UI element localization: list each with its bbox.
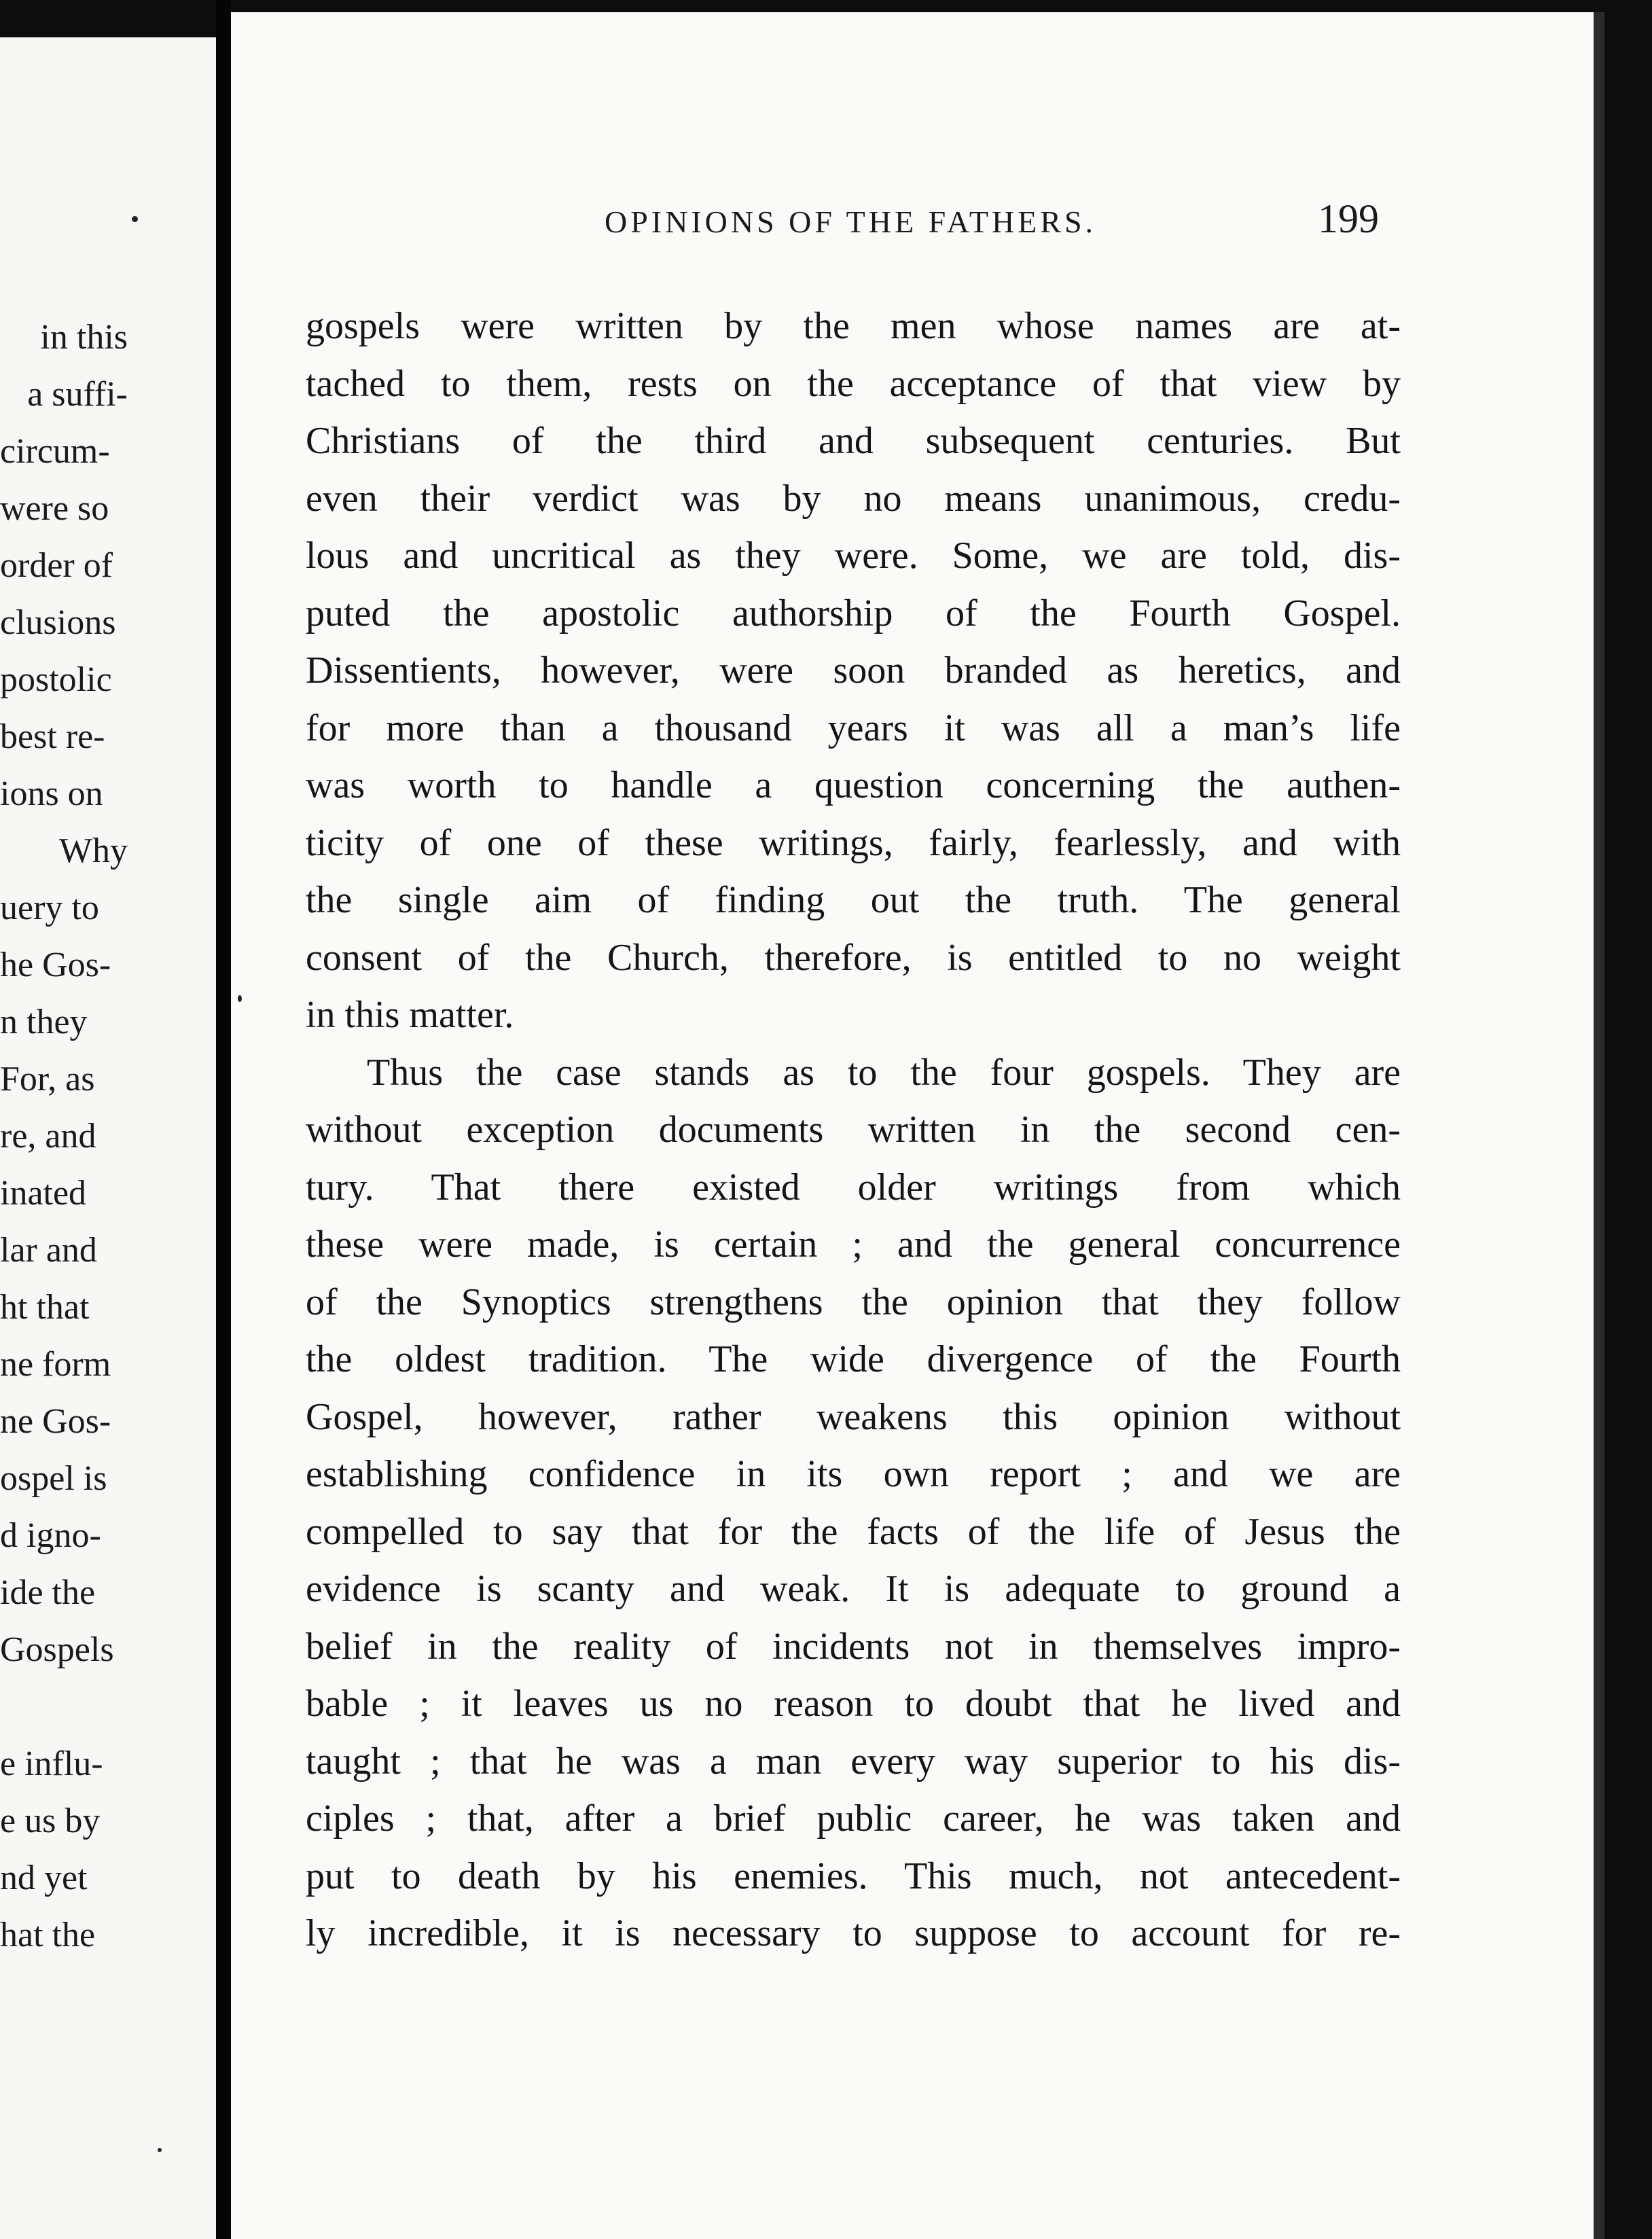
page-edge — [1594, 12, 1604, 2239]
left-page-line: best re- — [0, 717, 105, 756]
text-line: for more than a thousand years it was all a man’s life — [306, 706, 1401, 749]
text-line: in this matter. — [306, 994, 514, 1036]
text-line: Christians of the third and subsequent centuries. But — [306, 420, 1401, 462]
text-line: the single aim of finding out the truth. The general — [306, 879, 1401, 921]
left-page-line: Gospels — [0, 1630, 114, 1669]
left-page-line: circum- — [0, 432, 110, 471]
text-line: even their verdict was by no means unanimous, credu- — [306, 477, 1401, 520]
running-head — [374, 196, 1460, 258]
left-page-line: lar and — [0, 1231, 97, 1270]
left-page-line: he Gos- — [0, 946, 111, 984]
text-line: consent of the Church, therefore, is entitled to no weight — [306, 936, 1401, 979]
body-text — [306, 298, 1401, 1963]
book-spine — [216, 0, 231, 2239]
text-line: Thus the case stands as to the four gospels. They are — [367, 1051, 1401, 1094]
text-line: Dissentients, however, were soon branded as heretics, and — [306, 649, 1401, 692]
left-page-line: hat the — [0, 1916, 96, 1954]
left-page-line: re, and — [0, 1117, 96, 1156]
text-line: lous and uncritical as they were. Some, we are told, dis- — [306, 535, 1401, 577]
left-page-line: ide the — [0, 1573, 96, 1612]
left-page-line: a suffi- — [27, 375, 128, 414]
left-page-line: Why — [58, 831, 128, 870]
left-page — [0, 37, 216, 2239]
text-line: belief in the reality of incidents not in themselves impro- — [306, 1625, 1401, 1668]
ink-speck — [238, 995, 242, 1002]
text-line: puted the apostolic authorship of the Fourth Gospel. — [306, 592, 1401, 634]
left-page-line: nd yet — [0, 1859, 88, 1897]
text-line: establishing confidence in its own report ; and we are — [306, 1453, 1401, 1495]
text-line: compelled to say that for the facts of the life of Jesus the — [306, 1510, 1401, 1553]
text-line: of the Synoptics strengthens the opinion that they follow — [306, 1280, 1401, 1323]
left-page-line: e influ- — [0, 1744, 103, 1783]
left-page-line: postolic — [0, 660, 112, 699]
text-line: tury. That there existed older writings from which — [306, 1166, 1401, 1208]
left-page-line: e us by — [0, 1802, 101, 1840]
left-page-line: ht that — [0, 1288, 90, 1327]
left-page-line: ospel is — [0, 1459, 107, 1498]
text-line: bable ; it leaves us no reason to doubt that he lived and — [306, 1683, 1401, 1725]
left-page-line: uery to — [0, 889, 99, 927]
left-page-line: d igno- — [0, 1516, 101, 1555]
left-page-line: ions on — [0, 774, 103, 813]
left-page-line: in this — [40, 318, 128, 357]
left-page-line: clusions — [0, 603, 116, 642]
text-line: without exception documents written in the second cen- — [306, 1109, 1401, 1151]
ink-speck — [158, 2148, 162, 2152]
text-line: the oldest tradition. The wide divergence of the Fourth — [306, 1338, 1401, 1380]
left-page-line: ne Gos- — [0, 1402, 111, 1441]
text-line: ticity of one of these writings, fairly, fearlessly, and with — [306, 821, 1401, 864]
running-title: OPINIONS OF THE FATHERS. — [605, 204, 1097, 239]
left-page-line: n they — [0, 1003, 88, 1041]
left-page-line: For, as — [0, 1060, 95, 1098]
text-line: put to death by his enemies. This much, not antecedent- — [306, 1855, 1401, 1897]
left-page-line: were so — [0, 489, 109, 528]
text-line: Gospel, however, rather weakens this opinion without — [306, 1395, 1401, 1438]
text-line: ciples ; that, after a brief public career, he was taken and — [306, 1797, 1401, 1840]
text-line: was worth to handle a question concerning the authen- — [306, 764, 1401, 806]
text-line: these were made, is certain ; and the general concurrence — [306, 1223, 1401, 1266]
text-line: ly incredible, it is necessary to suppose to account for re- — [306, 1912, 1401, 1954]
left-page-line: ne form — [0, 1345, 111, 1384]
left-page-line: inated — [0, 1174, 87, 1213]
left-page-line: order of — [0, 546, 113, 585]
text-line: evidence is scanty and weak. It is adequate to ground a — [306, 1568, 1401, 1610]
ink-speck — [132, 216, 138, 222]
page-number: 199 — [1318, 196, 1379, 241]
text-line: gospels were written by the men whose names are at- — [306, 305, 1401, 347]
text-line: tached to them, rests on the acceptance of that view by — [306, 362, 1401, 405]
text-line: taught ; that he was a man every way superior to his dis- — [306, 1740, 1401, 1783]
